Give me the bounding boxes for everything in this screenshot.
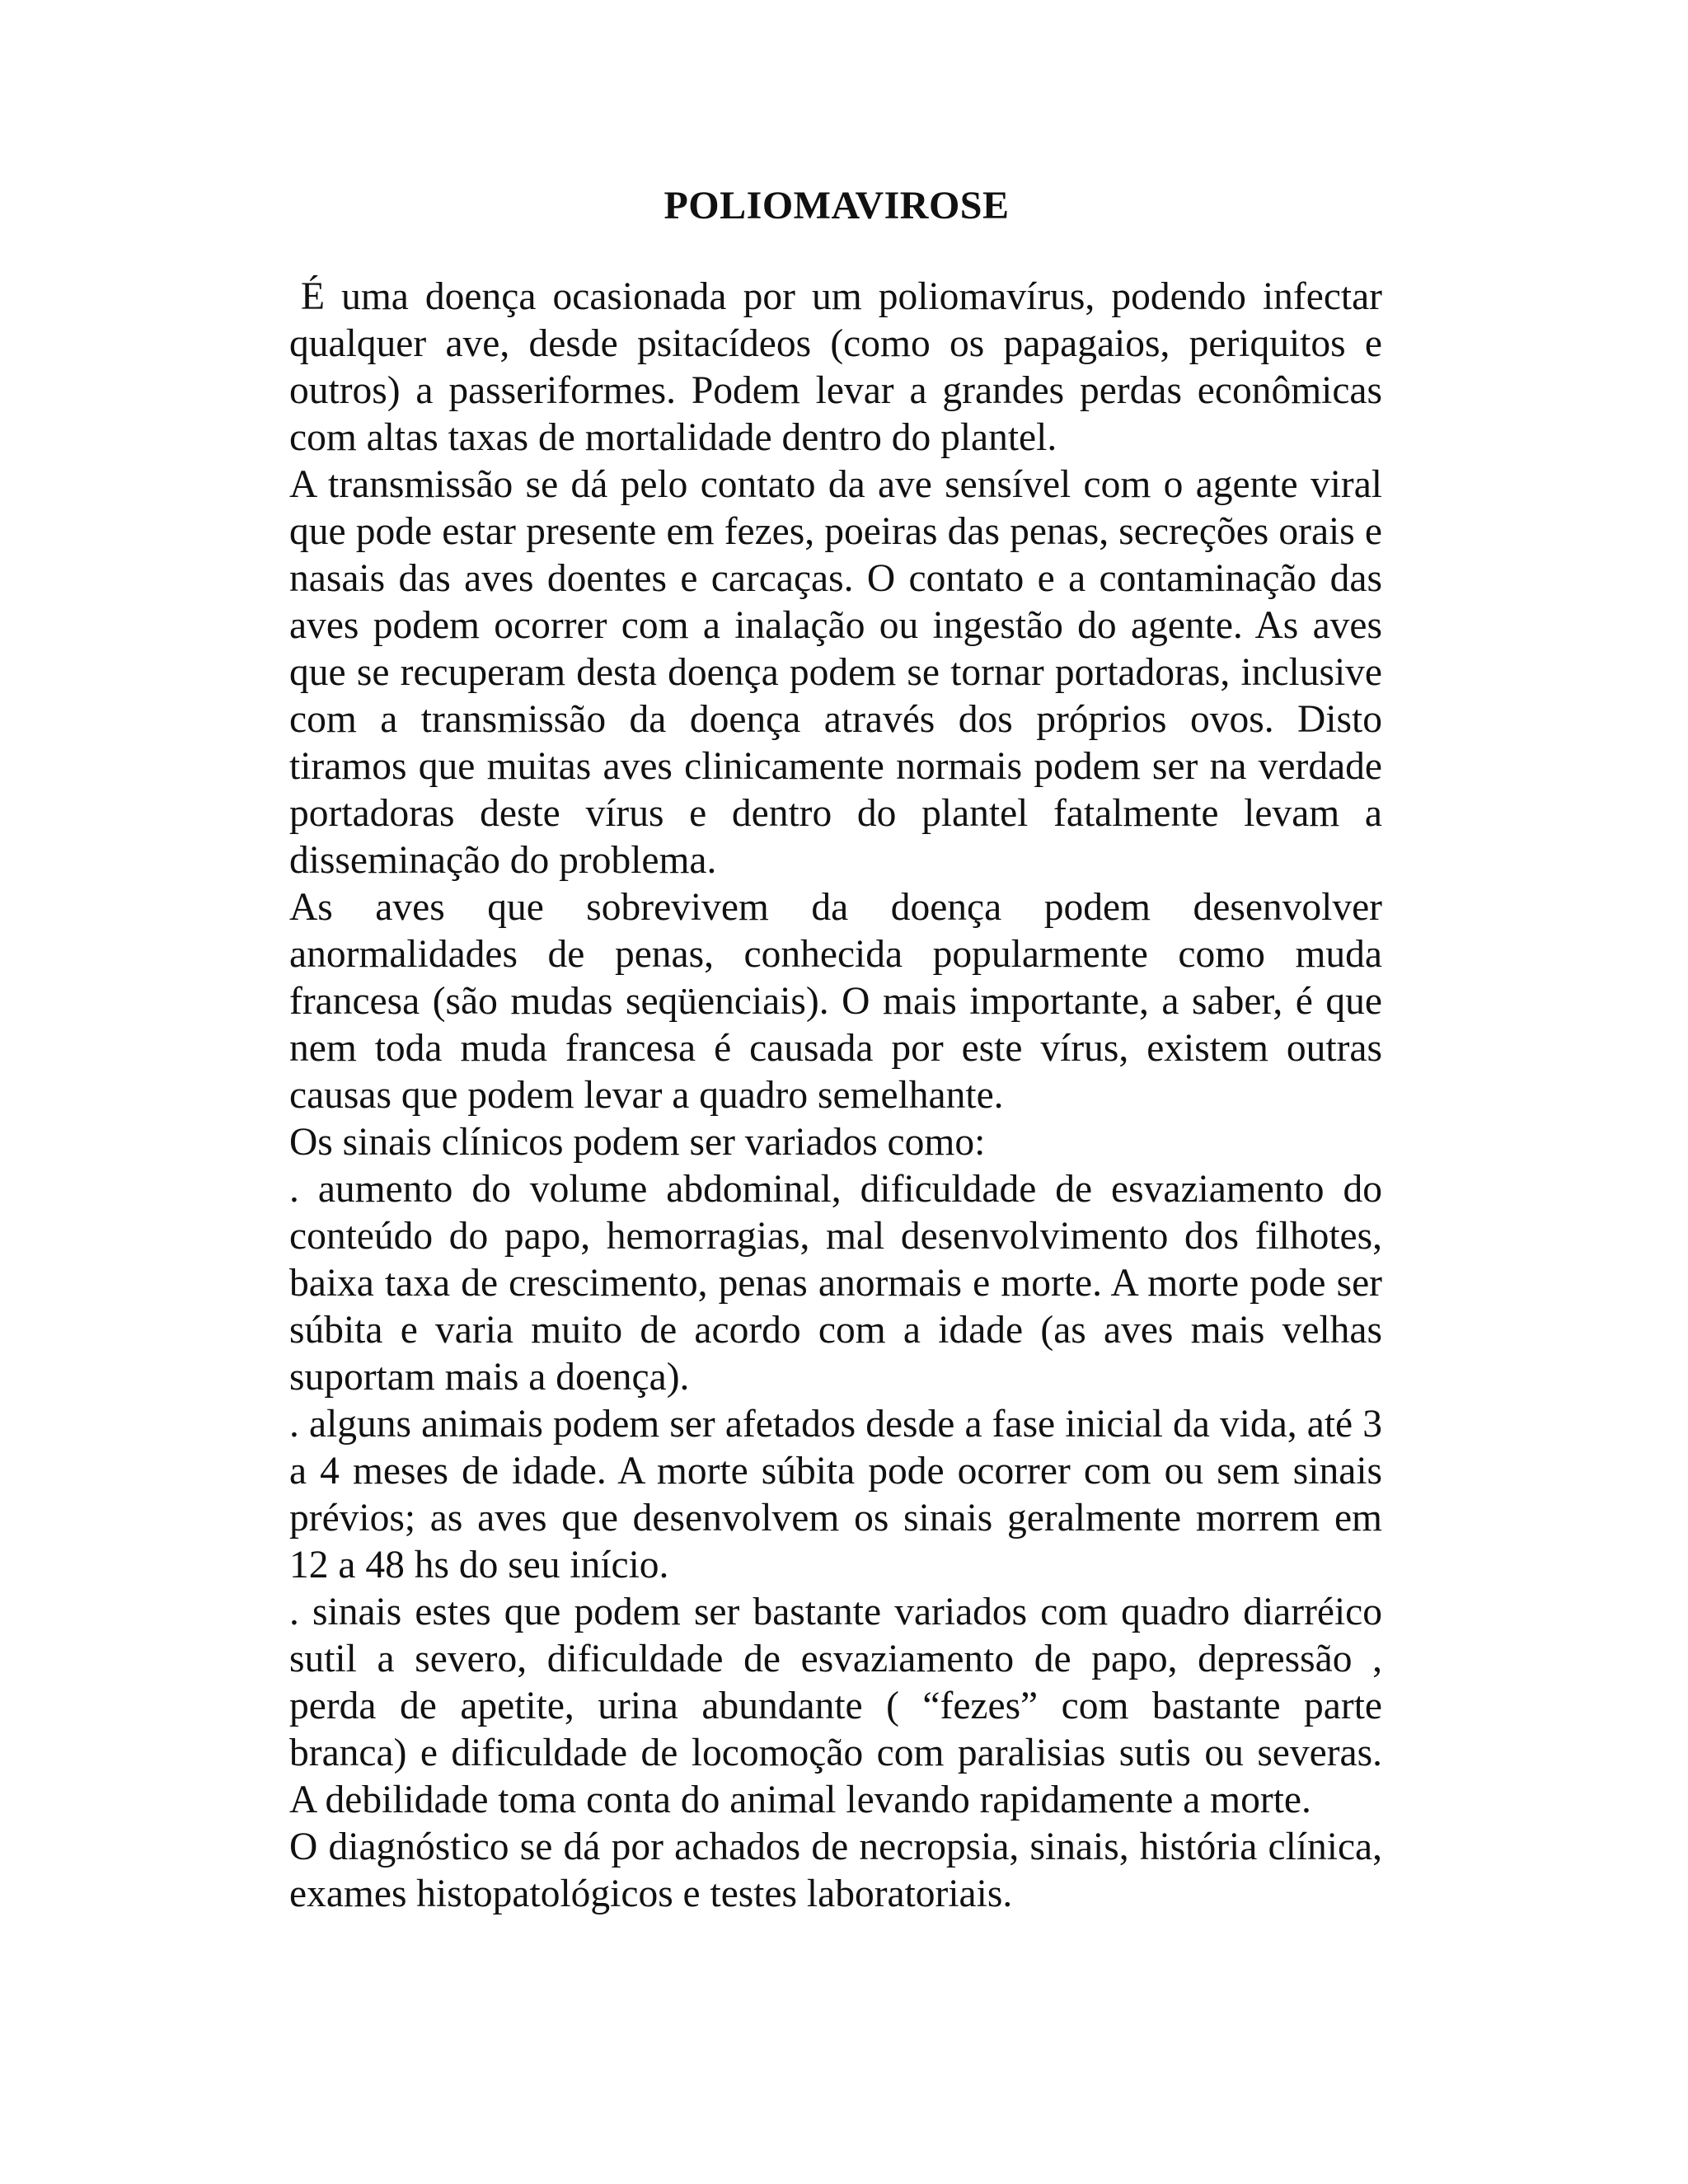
paragraph-transmission: A transmissão se dá pelo contato da ave sensível com o agente viral que pode estar presente em fezes, poeiras das penas, secreções orais e nasais das aves doentes e carcaças. O contato e a contaminação das aves podem ocorrer com a inalação ou ingestão do agente. As aves que se recuperam desta doença podem se tornar portadoras, inclusive com a transmissão da doença através dos próprios ovos. Disto tiramos que muitas aves clinicamente normais podem ser na verdade portadoras deste vírus e dentro do plantel fatalmente levam a disseminação do problema.	[289, 463, 1382, 882]
paragraph-diagnosis: O diagnóstico se dá por achados de necropsia, sinais, história clínica, exames histopatológicos e testes laboratoriais.	[289, 1825, 1382, 1915]
paragraph-sign-item-1: . aumento do volume abdominal, dificuldade de esvaziamento do conteúdo do papo, hemorragias, mal desenvolvimento dos filhotes, baixa taxa de crescimento, penas anormais e morte. A morte pode ser súbita e varia muito de acordo com a idade (as aves mais velhas suportam mais a doença).	[289, 1168, 1382, 1399]
document-body	[289, 274, 1382, 1918]
document-title: POLIOMAVIROSE	[663, 184, 1010, 227]
paragraph-survivors: As aves que sobrevivem da doença podem desenvolver anormalidades de penas, conhecida popularmente como muda francesa (são mudas seqüenciais). O mais importante, a saber, é que nem toda muda francesa é causada por este vírus, existem outras causas que podem levar a quadro semelhante.	[289, 886, 1382, 1117]
paragraph-sign-item-3: . sinais estes que podem ser bastante variados com quadro diarréico sutil a severo, dificuldade de esvaziamento de papo, depressão , perda de apetite, urina abundante ( “fezes” com bastante parte branca) e dificuldade de locomoção com paralisias sutis ou severas. A debilidade toma conta do animal levando rapidamente a morte.	[289, 1591, 1382, 1821]
paragraph-sign-item-2: . alguns animais podem ser afetados desde a fase inicial da vida, até 3 a 4 meses de idade. A morte súbita pode ocorrer com ou sem sinais prévios; as aves que desenvolvem os sinais geralmente morrem em 12 a 48 hs do seu início.	[289, 1403, 1382, 1586]
paragraph-introduction: É uma doença ocasionada por um poliomavírus, podendo infectar qualquer ave, desde psitacídeos (como os papagaios, periquitos e outros) a passeriformes. Podem levar a grandes perdas econômicas com altas taxas de mortalidade dentro do plantel.	[289, 275, 1382, 459]
paragraph-clinical-signs-intro: Os sinais clínicos podem ser variados como:	[289, 1121, 986, 1164]
